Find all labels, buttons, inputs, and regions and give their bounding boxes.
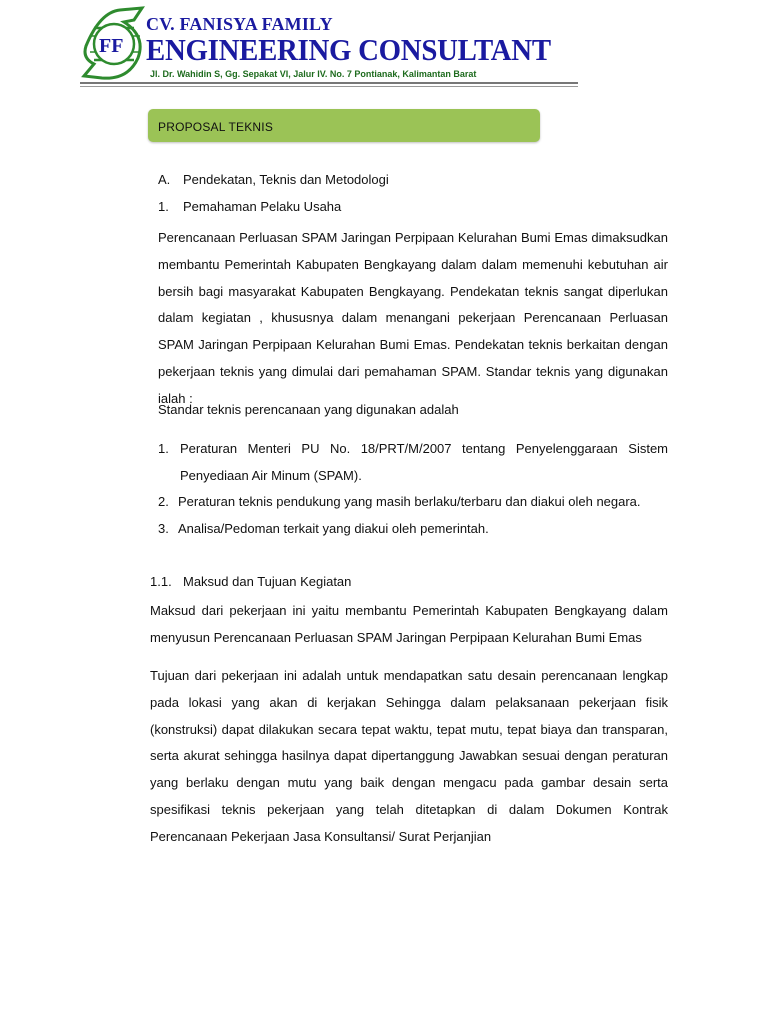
standards-item-3-marker: 3. [158,521,169,536]
letterhead-rule-thin [80,86,578,87]
paragraph-maksud: Maksud dari pekerjaan ini yaitu membantu Pemerintah Kabupaten Bengkayang dalam menyusun Perencanaan Perluasan SPAM Jaringan Perpipaan Kelurahan Bumi Emas [150,603,668,645]
company-address: Jl. Dr. Wahidin S, Gg. Sepakat VI, Jalur IV. No. 7 Pontianak, Kalimantan Barat [150,69,477,79]
paragraph-tujuan: Tujuan dari pekerjaan ini adalah untuk mendapatkan satu desain perencanaan lengkap pada lokasi yang akan di kerjakan Sehingga dalam pelaksanaan pekerjaan fisik (konstruksi) dapat dilakukan secara tepat waktu, tepat mutu, tepat biaya dan transparan, serta akurat sehingga hasilnya dapat dipertanggung Jawabkan sesuai dengan peraturan yang berlaku dengan mutu yang baik dengan mengacu pada gambar desain serta spesifikasi teknis pekerjaan yang telah ditetapkan di dalam Dokumen Kontrak Perencanaan Pekerjaan Jasa Konsultansi/ Surat Perjanjian [150,668,668,844]
logo-text: FF [99,35,124,57]
heading-1-1-marker: 1.1. [150,574,172,589]
heading-1-marker: 1. [158,199,169,214]
standards-item-2-text: Peraturan teknis pendukung yang masih berlaku/terbaru dan diakui oleh negara. [178,494,641,509]
company-logo [80,6,148,82]
heading-a-title: Pendekatan, Teknis dan Metodologi [183,172,389,187]
heading-1 [158,194,342,221]
letterhead-rule [80,82,578,84]
standards-intro: Standar teknis perencanaan yang digunakan adalah [158,402,459,417]
standards-item-1-marker: 1. [158,441,169,456]
heading-a-marker: A. [158,172,171,187]
heading-1-1-title: Maksud dan Tujuan Kegiatan [183,574,352,589]
heading-1-1 [150,569,352,596]
standards-item-1-text: Peraturan Menteri PU No. 18/PRT/M/2007 tentang Penyelenggaraan Sistem Penyediaan Air Minum (SPAM). [180,441,668,483]
company-name-small: CV. FANISYA FAMILY [146,14,333,34]
paragraph-pemahaman: Perencanaan Perluasan SPAM Jaringan Perpipaan Kelurahan Bumi Emas dimaksudkan membantu Pemerintah Kabupaten Bengkayang dalam dalam memenuhi kebutuhan air bersih bagi masyarakat Kabupaten Bengkayang. Pendekatan teknis sangat diperlukan dalam kegiatan , khususnya dalam menangani pekerjaan Perencanaan Perluasan SPAM Jaringan Perpipaan Kelurahan Bumi Emas. Pendekatan teknis berkaitan dengan pekerjaan teknis yang dimulai dari pemahaman SPAM. Standar teknis yang digunakan ialah : [158,230,668,406]
heading-a [158,167,389,194]
heading-1-title: Pemahaman Pelaku Usaha [183,199,342,214]
standards-item-2-marker: 2. [158,494,169,509]
banner-label: PROPOSAL TEKNIS [158,120,274,134]
company-name-large: ENGINEERING CONSULTANT [146,32,551,67]
standards-item-3-text: Analisa/Pedoman terkait yang diakui oleh pemerintah. [178,521,489,536]
standards-list-item [158,436,668,490]
section-banner [148,109,540,142]
letterhead [80,4,580,88]
